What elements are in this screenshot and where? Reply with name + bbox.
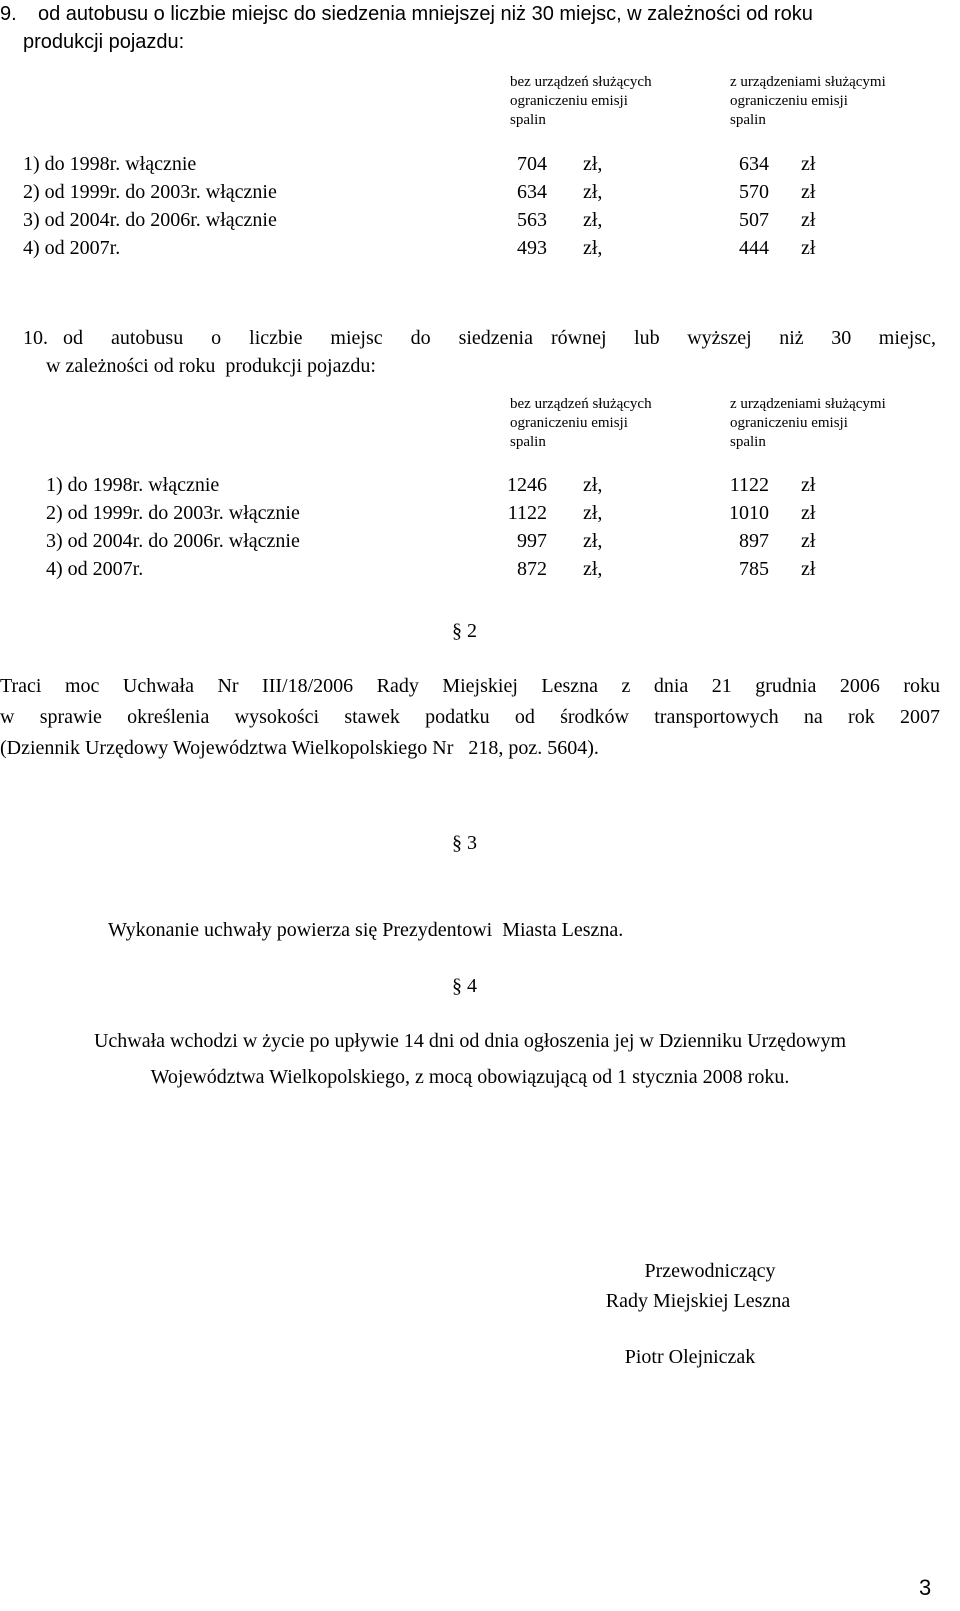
table-cell-value: 634	[739, 153, 769, 175]
section-10-title-line1-a: od autobusu o liczbie miejsc do siedzenia	[63, 327, 533, 349]
table-cell-unit: zł,	[583, 502, 603, 524]
table-row-label: 3) od 2004r. do 2006r. włącznie	[23, 209, 277, 231]
table-cell-value: 1122	[729, 474, 769, 496]
table-cell-value: 897	[739, 530, 769, 552]
header-line: bez urządzeń służących	[510, 396, 652, 412]
table-cell-unit: zł	[801, 153, 816, 175]
table-cell-unit: zł,	[583, 237, 603, 259]
table-row-label: 3) od 2004r. do 2006r. włącznie	[46, 530, 300, 552]
table-cell-unit: zł,	[583, 558, 603, 580]
paragraph-2-heading: § 2	[452, 620, 477, 642]
table-cell-value: 704	[517, 153, 547, 175]
table-cell-value: 872	[517, 558, 547, 580]
paragraph-2-line: (Dziennik Urzędowy Województwa Wielkopolskiego Nr 218, poz. 5604).	[0, 737, 599, 759]
section-10-number: 10.	[23, 327, 48, 349]
section-9-col2-header	[730, 73, 886, 130]
section-10-title-line1-b: równej lub wyższej niż 30 miejsc,	[551, 327, 936, 349]
table-cell-unit: zł	[801, 502, 816, 524]
table-cell-value: 444	[739, 237, 769, 259]
header-line: z urządzeniami służącymi	[730, 74, 886, 90]
table-cell-value: 997	[517, 530, 547, 552]
header-line: ograniczeniu emisji	[730, 415, 848, 431]
table-cell-value: 507	[739, 209, 769, 231]
table-row-label: 2) od 1999r. do 2003r. włącznie	[46, 502, 300, 524]
table-cell-unit: zł	[801, 530, 816, 552]
section-9-number: 9.	[0, 3, 17, 25]
header-line: ograniczeniu emisji	[730, 93, 848, 109]
paragraph-2-line: w sprawie określenia wysokości stawek podatku od środków transportowych na rok 2007	[0, 706, 940, 728]
table-cell-value: 563	[517, 209, 547, 231]
header-line: spalin	[730, 112, 766, 128]
table-row-label: 4) od 2007r.	[23, 237, 121, 259]
table-cell-unit: zł	[801, 474, 816, 496]
table-cell-unit: zł,	[583, 153, 603, 175]
section-9-title-line2: produkcji pojazdu:	[23, 31, 185, 53]
header-line: ograniczeniu emisji	[510, 93, 628, 109]
table-row-label: 4) od 2007r.	[46, 558, 144, 580]
table-cell-unit: zł	[801, 181, 816, 203]
table-cell-value: 1010	[729, 502, 769, 524]
table-cell-value: 493	[517, 237, 547, 259]
table-cell-unit: zł,	[583, 181, 603, 203]
paragraph-4-heading: § 4	[452, 975, 477, 997]
header-line: bez urządzeń służących	[510, 74, 652, 90]
header-line: spalin	[510, 434, 546, 450]
header-line: ograniczeniu emisji	[510, 415, 628, 431]
signature-title: Przewodniczący	[644, 1260, 776, 1282]
table-cell-value: 785	[739, 558, 769, 580]
paragraph-3-heading: § 3	[452, 832, 477, 854]
signature-name: Piotr Olejniczak	[624, 1346, 756, 1368]
header-line: spalin	[510, 112, 546, 128]
section-10-col1-header	[510, 395, 652, 452]
paragraph-4-line: Uchwała wchodzi w życie po upływie 14 dni od dnia ogłoszenia jej w Dzienniku Urzędowym	[93, 1030, 846, 1052]
table-cell-value: 570	[739, 181, 769, 203]
signature-council: Rady Miejskiej Leszna	[605, 1290, 791, 1312]
table-row-label: 1) do 1998r. włącznie	[46, 474, 220, 496]
paragraph-2-line: Traci moc Uchwała Nr III/18/2006 Rady Miejskiej Leszna z dnia 21 grudnia 2006 roku	[0, 675, 940, 697]
section-9-col1-header	[510, 73, 652, 130]
table-cell-unit: zł	[801, 558, 816, 580]
table-cell-value: 634	[517, 181, 547, 203]
table-cell-value: 1246	[507, 474, 547, 496]
paragraph-3-text: Wykonanie uchwały powierza się Prezydentowi Miasta Leszna.	[108, 919, 624, 941]
section-9-title-line1: od autobusu o liczbie miejsc do siedzenia mniejszej niż 30 miejsc, w zależności od roku	[38, 3, 813, 25]
header-line: spalin	[730, 434, 766, 450]
section-10-title-line2: w zależności od roku produkcji pojazdu:	[46, 355, 376, 377]
table-cell-unit: zł	[801, 209, 816, 231]
table-cell-unit: zł,	[583, 209, 603, 231]
table-cell-value: 1122	[507, 502, 547, 524]
table-row-label: 1) do 1998r. włącznie	[23, 153, 197, 175]
table-row-label: 2) od 1999r. do 2003r. włącznie	[23, 181, 277, 203]
section-10-col2-header	[730, 395, 886, 452]
page-number: 3	[919, 1575, 932, 1600]
table-cell-unit: zł	[801, 237, 816, 259]
table-cell-unit: zł,	[583, 530, 603, 552]
header-line: z urządzeniami służącymi	[730, 396, 886, 412]
table-cell-unit: zł,	[583, 474, 603, 496]
paragraph-4-line: Województwa Wielkopolskiego, z mocą obowiązującą od 1 stycznia 2008 roku.	[150, 1066, 790, 1088]
